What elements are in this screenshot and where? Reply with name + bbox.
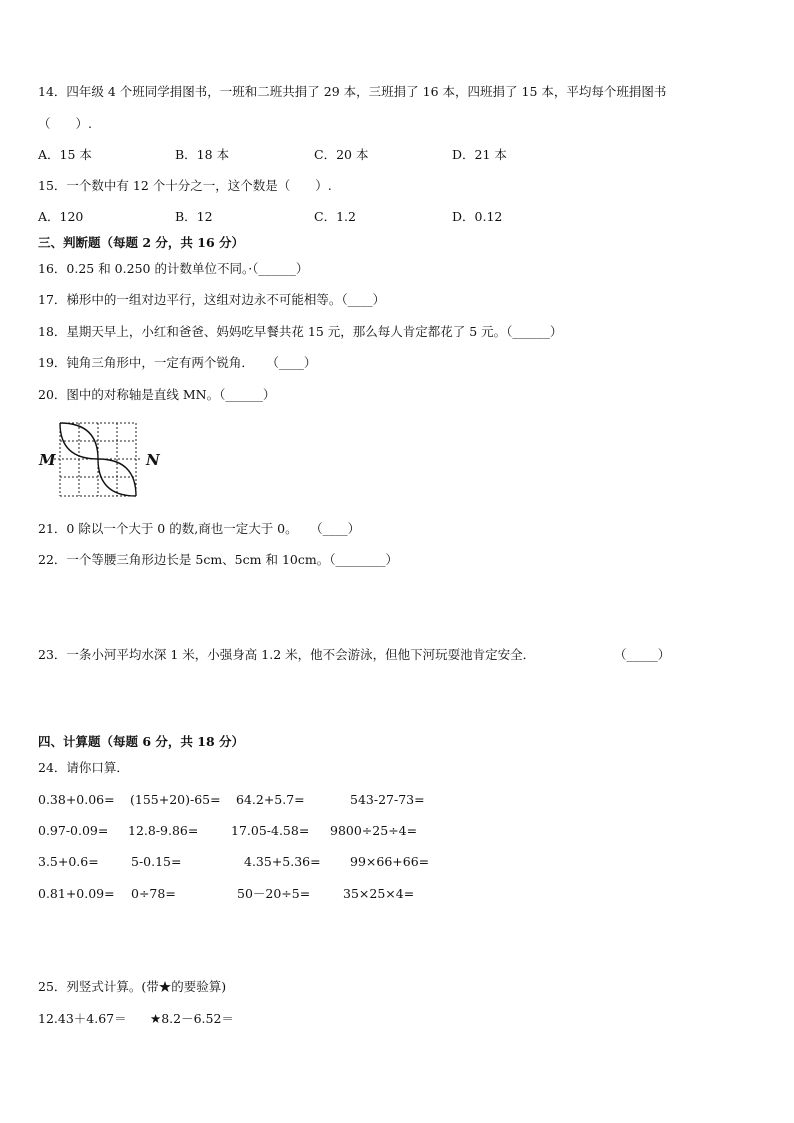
q16: 16．0.25 和 0.250 的计数单位不同。·（______） (38, 261, 309, 276)
label-n: N (146, 451, 160, 469)
calc-item: 17.05-4.58= (231, 823, 310, 838)
section-4-heading: 四、计算题（每题 6 分，共 18 分） (38, 734, 245, 749)
q15-option-a[interactable]: A．120 (38, 209, 84, 224)
q15-option-b[interactable]: B．12 (175, 209, 213, 224)
calc-item: 0.38+0.06= (38, 792, 115, 807)
q25-title: 25．列竖式计算。(带★的要验算) (38, 979, 227, 994)
q14-option-c[interactable]: C．20 本 (314, 147, 369, 162)
q25-item: ★8.2－6.52＝ (150, 1011, 234, 1026)
section-3-heading: 三、判断题（每题 2 分，共 16 分） (38, 235, 245, 250)
q15-stem: 15．一个数中有 12 个十分之一，这个数是（ ）. (38, 178, 332, 193)
calc-item: 64.2+5.7= (236, 792, 305, 807)
q23-stem: 23．一条小河平均水深 1 米，小强身高 1.2 米，他不会游泳，但他下河玩耍池肯定安全． (38, 647, 536, 662)
calc-item: 3.5+0.6= (38, 854, 99, 869)
calc-item: 99×66+66= (350, 854, 430, 869)
q19: 19．钝角三角形中，一定有两个锐角． （____） (38, 355, 317, 370)
calc-item: 50－20÷5= (237, 886, 311, 901)
q14-option-d[interactable]: D．21 本 (452, 147, 507, 162)
calc-item: (155+20)-65= (130, 792, 221, 807)
calc-item: 543-27-73= (350, 792, 425, 807)
calc-item: 9800÷25÷4= (330, 823, 418, 838)
q14-stem: 14．四年级 4 个班同学捐图书，一班和二班共捐了 29 本，三班捐了 16 本，四班捐了 15 本，平均每个班捐图书 (38, 84, 667, 99)
q22: 22．一个等腰三角形边长是 5cm、5cm 和 10cm。（________） (38, 552, 398, 567)
label-m: M (39, 451, 56, 469)
symmetry-figure (38, 420, 168, 500)
calc-item: 35×25×4= (343, 886, 415, 901)
calc-item: 4.35+5.36= (244, 854, 321, 869)
q23-blank[interactable]: （_____） (614, 647, 671, 662)
calc-item: 0.97-0.09= (38, 823, 109, 838)
calc-item: 0÷78= (131, 886, 176, 901)
q17: 17．梯形中的一组对边平行，这组对边永不可能相等。（____） (38, 292, 386, 307)
q14-option-a[interactable]: A．15 本 (38, 147, 92, 162)
q14-option-b[interactable]: B．18 本 (175, 147, 230, 162)
q15-option-c[interactable]: C．1.2 (314, 209, 356, 224)
q14-blank: （ ）. (38, 116, 92, 131)
q24-title: 24．请你口算． (38, 760, 129, 775)
calc-item: 0.81+0.09= (38, 886, 115, 901)
calc-item: 12.8-9.86= (128, 823, 199, 838)
calc-item: 5-0.15= (131, 854, 182, 869)
q18: 18．星期天早上，小红和爸爸、妈妈吃早餐共花 15 元，那么每人肯定都花了 5 元。（______） (38, 324, 563, 339)
q15-option-d[interactable]: D．0.12 (452, 209, 503, 224)
q25-item: 12.43＋4.67＝ (38, 1011, 127, 1026)
q20: 20．图中的对称轴是直线 MN。（______） (38, 387, 276, 402)
q21: 21．0 除以一个大于 0 的数,商也一定大于 0。 （____） (38, 521, 361, 536)
